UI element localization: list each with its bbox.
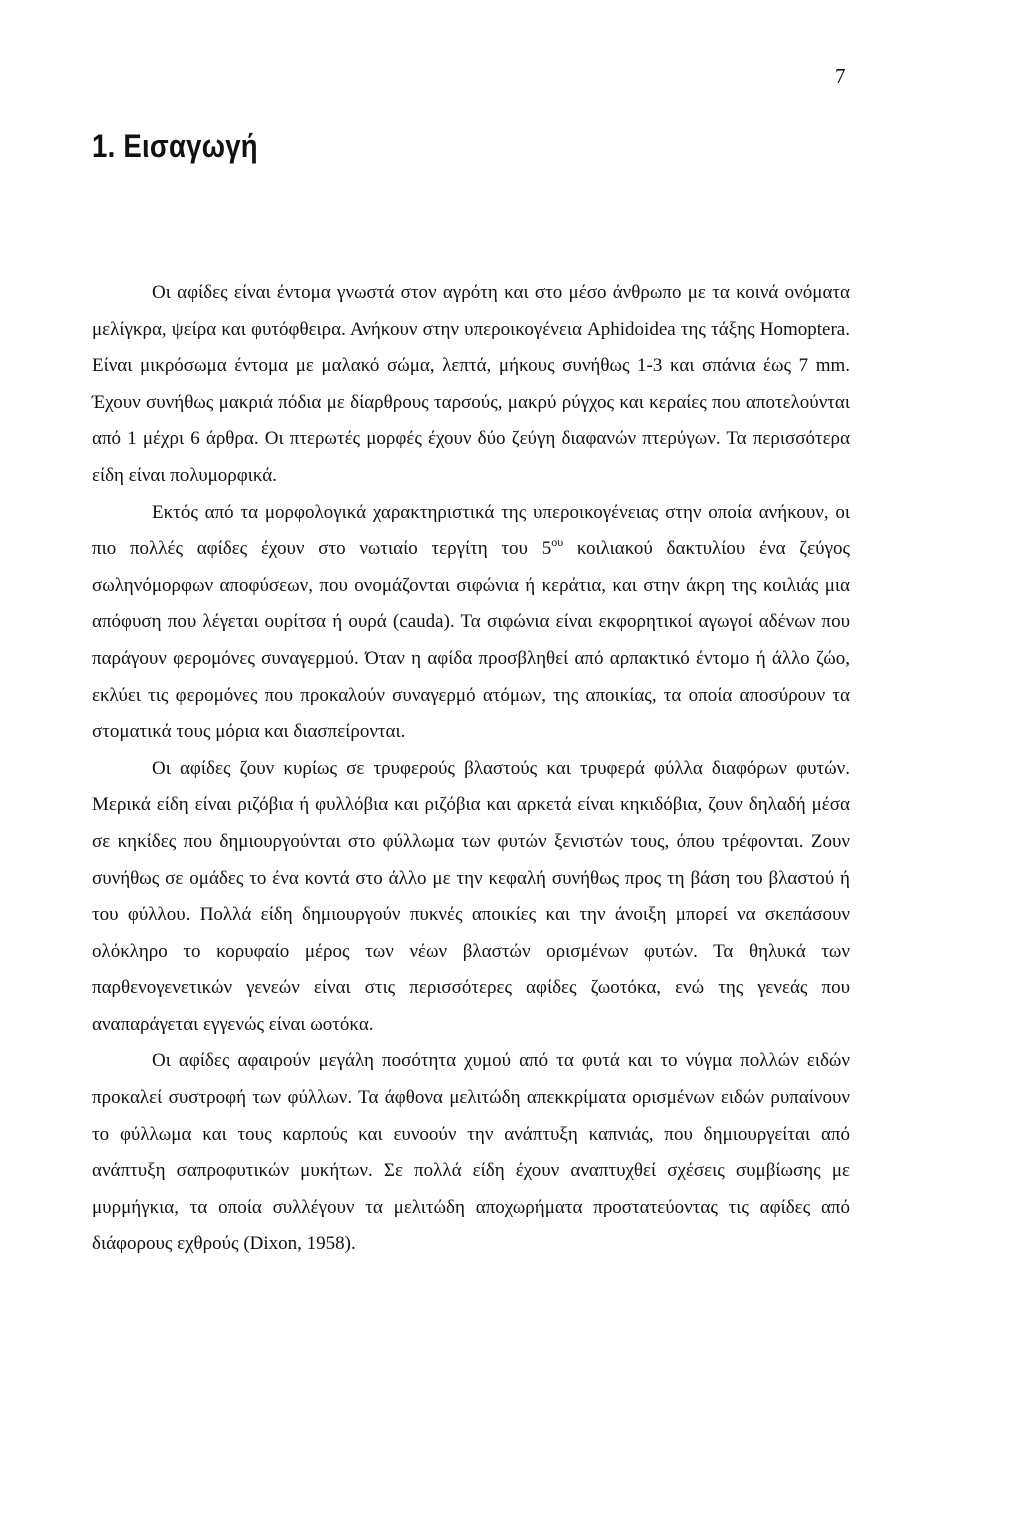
page-number: 7	[835, 64, 846, 88]
body-text	[92, 275, 850, 1263]
paragraph-2-end: κοιλιακού δακτυλίου ένα ζεύγος σωληνόμορφων αποφύσεων, που ονομάζονται σιφώνια ή κεράτια, και στην άκρη της κοιλιάς μια απόφυση που λέγεται ουρίτσα ή ουρά (cauda). Τα σιφώνια είναι εκφορητικοί αγωγοί αδένων που παράγουν φερομόνες συναγερμού. Όταν η αφίδα προσβληθεί από αρπακτικό έντομο ή άλλο ζώο, εκλύει τις φερομόνες που προκαλούν συναγερμό ατόμων, της αποικίας, τα οποία αποσύρουν τα στοματικά τους μόρια και διασπείρονται.	[92, 538, 850, 743]
ordinal-superscript: ου	[551, 535, 564, 550]
paragraph-1: Οι αφίδες είναι έντομα γνωστά στον αγρότη και στο μέσο άνθρωπο με τα κοινά ονόματα μελίγκρα, ψείρα και φυτόφθειρα. Ανήκουν στην υπεροικογένεια Aphidoidea της τάξης Homoptera. Είναι μικρόσωμα έντομα με μαλακό σώμα, λεπτά, μήκους συνήθως 1-3 και σπάνια έως 7 mm. Έχουν συνήθως μακριά πόδια με δίαρθρους ταρσούς, μακρύ ρύγχος και κεραίες που αποτελούνται από 1 μέχρι 6 άρθρα. Οι πτερωτές μορφές έχουν δύο ζεύγη διαφανών πτερύγων. Τα περισσότερα είδη είναι πολυμορφικά.	[92, 282, 850, 486]
paragraph-2	[92, 495, 850, 751]
chapter-title: 1. Εισαγωγή	[92, 128, 258, 164]
paragraph-3: Οι αφίδες ζουν κυρίως σε τρυφερούς βλαστούς και τρυφερά φύλλα διαφόρων φυτών. Μερικά είδη είναι ριζόβια ή φυλλόβια και ριζόβια και αρκετά είναι κηκιδόβια, ζουν δηλαδή μέσα σε κηκίδες που δημιουργούνται στο φύλλωμα των φυτών ξενιστών τους, όπου τρέφονται. Ζουν συνήθως σε ομάδες το ένα κοντά στο άλλο με την κεφαλή συνήθως προς τη βάση του βλαστού ή του φύλλου. Πολλά είδη δημιουργούν πυκνές αποικίες και την άνοιξη μπορεί να σκεπάσουν ολόκληρο το κορυφαίο μέρος των νέων βλαστών ορισμένων φυτών. Τα θηλυκά των παρθενογενετικών γενεών είναι στις περισσότερες αφίδες ζωοτόκα, ενώ της γενεάς που αναπαράγεται εγγενώς είναι ωοτόκα.	[92, 757, 850, 1035]
paragraph-2-start: Εκτός από τα μορφολογικά χαρακτηριστικά της υπεροικογένειας στην οποία ανήκουν, οι πιο πολλές αφίδες έχουν στο νωτιαίο τεργίτη του 5	[92, 501, 850, 560]
paragraph-4: Οι αφίδες αφαιρούν μεγάλη ποσότητα χυμού από τα φυτά και το νύγμα πολλών ειδών προκαλεί συστροφή των φύλλων. Τα άφθονα μελιτώδη απεκκρίματα ορισμένων ειδών ρυπαίνουν το φύλλωμα και τους καρπούς και ευνοούν την ανάπτυξη καπνιάς, που δημιουργείται από ανάπτυξη σαπροφυτικών μυκήτων. Σε πολλά είδη έχουν αναπτυχθεί σχέσεις συμβίωσης με μυρμήγκια, τα οποία συλλέγουν τα μελιτώδη αποχωρήματα προστατεύοντας τις αφίδες από διάφορους εχθρούς (Dixon, 1958).	[92, 1050, 850, 1255]
